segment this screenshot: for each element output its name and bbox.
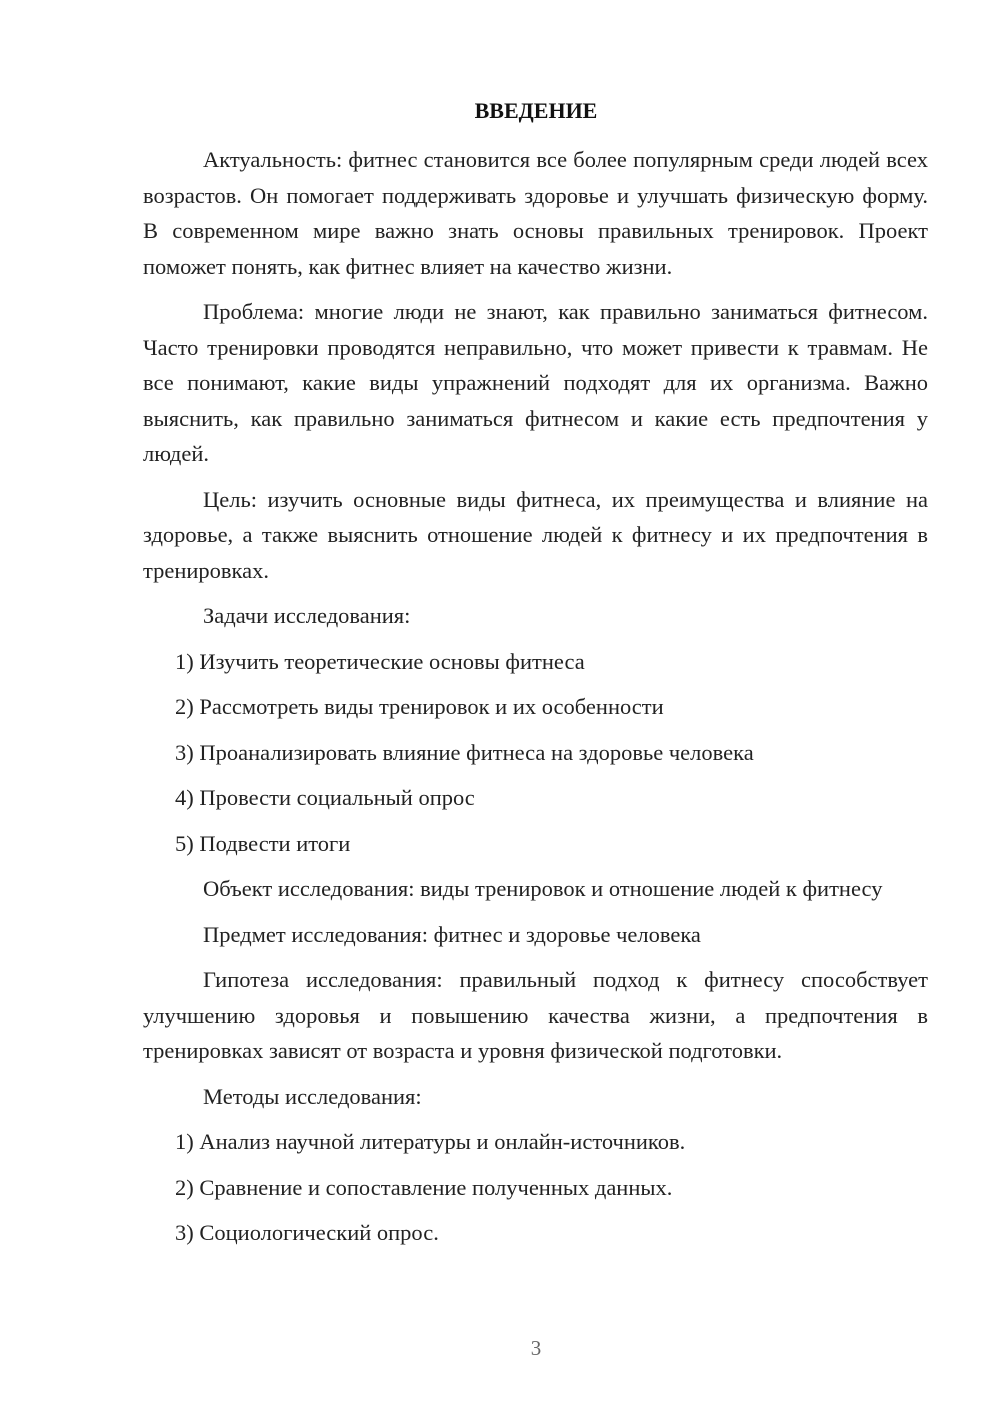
methods-heading: Методы исследования: xyxy=(203,1083,422,1109)
list-item: 2) Рассмотреть виды тренировок и их особенности xyxy=(175,694,664,719)
list-item: 3) Социологический опрос. xyxy=(175,1220,439,1245)
list-item: 1) Анализ научной литературы и онлайн-источников. xyxy=(175,1129,686,1154)
document-body xyxy=(143,142,928,1261)
relevance-paragraph: Актуальность: фитнес становится все более популярным среди людей всех возрастов. Он помогает поддерживать здоровье и улучшать физическую форму. В современном мире важно знать основы правильных тренировок. Проект поможет понять, как фитнес влияет на качество жизни. xyxy=(143,147,928,279)
list-item: 5) Подвести итоги xyxy=(175,830,351,856)
list-item: 1) Изучить теоретические основы фитнеса xyxy=(175,648,585,674)
methods-list xyxy=(143,1124,928,1251)
tasks-list xyxy=(143,644,928,862)
object-paragraph: Объект исследования: виды тренировок и отношение людей к фитнесу xyxy=(203,876,883,901)
hypothesis-paragraph: Гипотеза исследования: правильный подход к фитнесу способствует улучшению здоровья и повышению качества жизни, а предпочтения в тренировках зависят от возраста и уровня физической подготовки. xyxy=(143,967,928,1063)
list-item: 4) Провести социальный опрос xyxy=(175,785,475,810)
tasks-heading: Задачи исследования: xyxy=(203,603,411,628)
page-number: 3 xyxy=(530,1336,542,1360)
subject-paragraph: Предмет исследования: фитнес и здоровье человека xyxy=(203,921,701,947)
problem-paragraph: Проблема: многие люди не знают, как правильно заниматься фитнесом. Часто тренировки проводятся неправильно, что может привести к травмам. Не все понимают, какие виды упражнений подходят для их организма. Важно выяснить, как правильно заниматься фитнесом и какие есть предпочтения у людей. xyxy=(143,299,928,466)
goal-paragraph: Цель: изучить основные виды фитнеса, их преимущества и влияние на здоровье, а также выяснить отношение людей к фитнесу и их предпочтения в тренировках. xyxy=(143,486,928,583)
section-title: ВВЕДЕНИЕ xyxy=(474,98,598,123)
list-item: 3) Проанализировать влияние фитнеса на здоровье человека xyxy=(175,739,754,765)
list-item: 2) Сравнение и сопоставление полученных данных. xyxy=(175,1174,673,1200)
